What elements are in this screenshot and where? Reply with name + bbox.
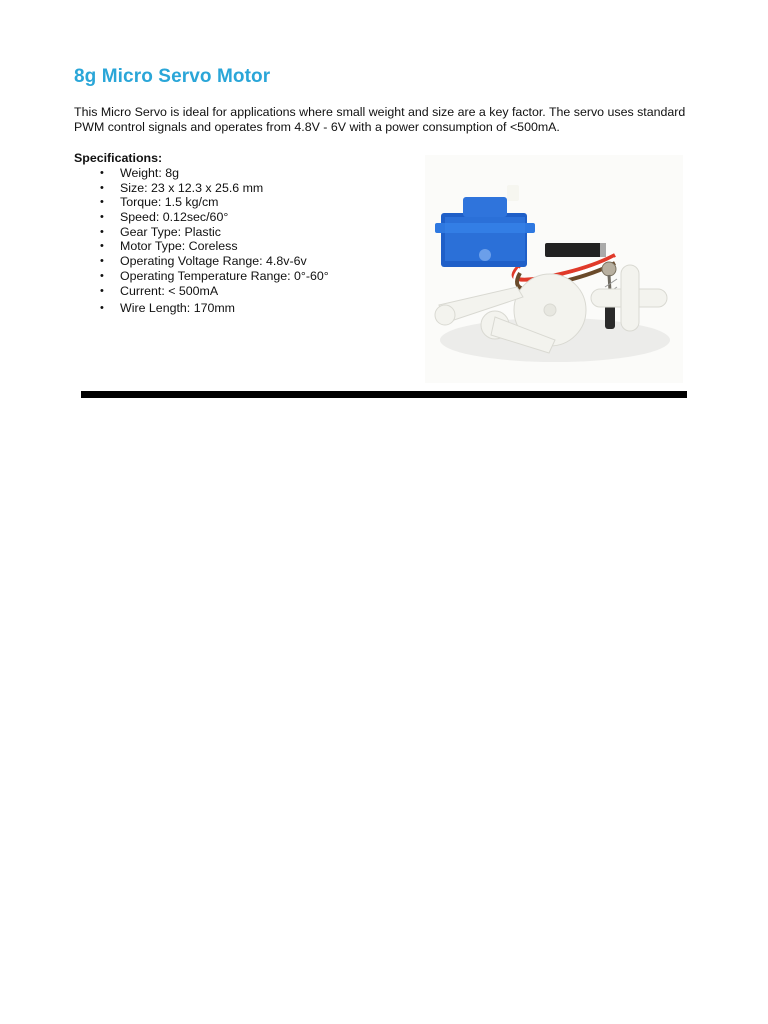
spec-item-speed bbox=[100, 210, 329, 225]
bullet-icon: • bbox=[100, 302, 104, 315]
bullet-icon: • bbox=[100, 167, 104, 179]
bullet-icon: • bbox=[100, 196, 104, 209]
spec-item-size bbox=[100, 181, 329, 196]
bullet-icon: • bbox=[100, 255, 104, 268]
spec-text: Operating Temperature Range: 0°-60° bbox=[120, 268, 329, 283]
spec-text: Operating Voltage Range: 4.8v-6v bbox=[120, 254, 307, 269]
spec-text: Size: 23 x 12.3 x 25.6 mm bbox=[120, 180, 264, 195]
specifications-list bbox=[100, 166, 329, 316]
bullet-icon: • bbox=[100, 211, 104, 224]
spec-text: Wire Length: 170mm bbox=[120, 301, 236, 316]
spec-item-wire-length bbox=[100, 301, 329, 316]
horizontal-rule bbox=[81, 391, 687, 398]
intro-paragraph: This Micro Servo is ideal for applications where small weight and size are a key factor. The servo uses standard PWM control signals and operates from 4.8V - 6V with a power consumption of <500mA. bbox=[74, 105, 686, 134]
spec-item-weight bbox=[100, 166, 329, 181]
spec-item-voltage-range bbox=[100, 254, 329, 269]
connector-pins bbox=[600, 243, 606, 257]
screwdriver-tip bbox=[605, 305, 615, 329]
servo-product-image bbox=[425, 155, 683, 383]
spec-item-current bbox=[100, 284, 329, 299]
bullet-icon: • bbox=[100, 240, 104, 253]
connector bbox=[545, 243, 605, 257]
spec-item-motor-type bbox=[100, 239, 329, 254]
spec-text: Weight: 8g bbox=[120, 166, 180, 180]
screw-head bbox=[602, 262, 616, 276]
spec-text: Speed: 0.12sec/60° bbox=[120, 210, 229, 225]
bullet-icon: • bbox=[100, 181, 104, 194]
specifications-heading: Specifications: bbox=[74, 151, 163, 165]
spec-text: Torque: 1.5 kg/cm bbox=[120, 195, 219, 210]
spec-item-gear-type bbox=[100, 225, 329, 240]
page-title: 8g Micro Servo Motor bbox=[74, 66, 271, 87]
bullet-icon: • bbox=[100, 269, 104, 282]
spec-item-torque bbox=[100, 195, 329, 210]
output-shaft bbox=[507, 185, 519, 201]
bullet-icon: • bbox=[100, 284, 104, 297]
spec-text: Gear Type: Plastic bbox=[120, 224, 222, 239]
spec-text: Current: < 500mA bbox=[120, 283, 219, 298]
spec-item-temperature-range bbox=[100, 269, 329, 284]
bullet-icon: • bbox=[100, 225, 104, 238]
spec-text: Motor Type: Coreless bbox=[120, 239, 238, 254]
